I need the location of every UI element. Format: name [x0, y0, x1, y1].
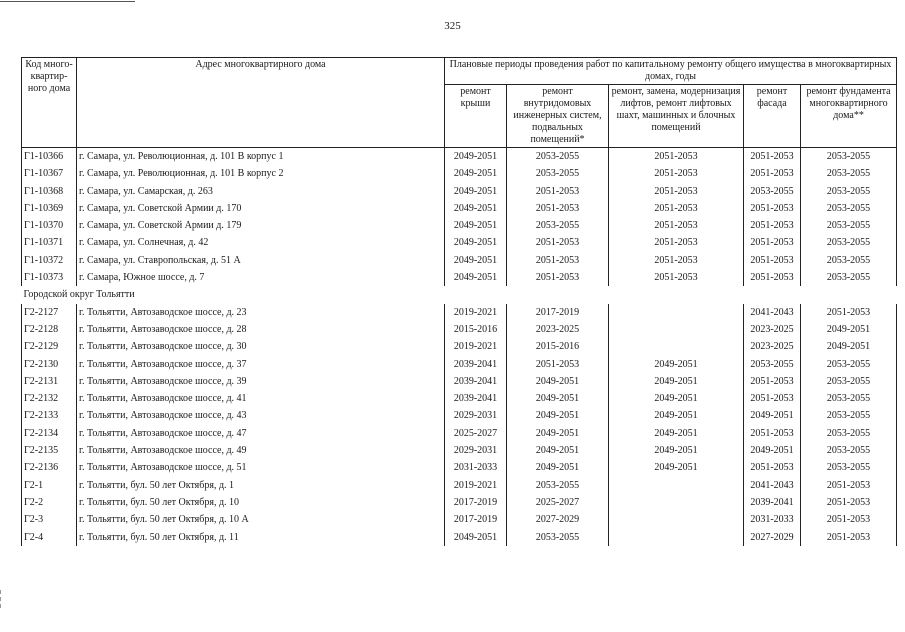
period-lifts [609, 304, 744, 321]
period-systems: 2051-2053 [507, 200, 609, 217]
period-lifts: 2051-2053 [609, 269, 744, 286]
period-foundation: 2051-2053 [801, 511, 897, 528]
house-code: Г1-10366 [22, 148, 77, 166]
table-row [22, 252, 897, 269]
period-roof: 2029-2031 [445, 407, 507, 424]
period-foundation: 2053-2055 [801, 148, 897, 166]
house-address: г. Тольятти, Автозаводское шоссе, д. 41 [77, 390, 445, 407]
house-code: Г2-2129 [22, 338, 77, 355]
house-address: г. Самара, Южное шоссе, д. 7 [77, 269, 445, 286]
period-systems: 2015-2016 [507, 338, 609, 355]
period-lifts: 2051-2053 [609, 148, 744, 166]
period-foundation: 2053-2055 [801, 269, 897, 286]
period-systems: 2049-2051 [507, 425, 609, 442]
house-address: г. Самара, ул. Советской Армии д. 170 [77, 200, 445, 217]
repair-schedule-table [21, 57, 897, 546]
period-lifts [609, 511, 744, 528]
table-row [22, 304, 897, 321]
period-facade: 2041-2043 [744, 477, 801, 494]
house-code: Г1-10371 [22, 234, 77, 251]
period-lifts: 2049-2051 [609, 373, 744, 390]
table-row [22, 494, 897, 511]
period-systems: 2053-2055 [507, 477, 609, 494]
period-systems: 2017-2019 [507, 304, 609, 321]
header-code: Код много-квартир-ного дома [22, 58, 77, 148]
table-row [22, 442, 897, 459]
period-roof: 2039-2041 [445, 356, 507, 373]
period-facade: 2051-2053 [744, 252, 801, 269]
period-foundation: 2051-2053 [801, 477, 897, 494]
header-systems: ремонт внутридомовых инженерных систем, подвальных помещений* [507, 85, 609, 148]
house-code: Г2-2 [22, 494, 77, 511]
house-address: г. Тольятти, Автозаводское шоссе, д. 43 [77, 407, 445, 424]
period-lifts: 2049-2051 [609, 356, 744, 373]
period-foundation: 2053-2055 [801, 459, 897, 476]
house-code: Г2-2135 [22, 442, 77, 459]
house-code: Г2-4 [22, 529, 77, 546]
section-row [22, 286, 897, 303]
period-roof: 2019-2021 [445, 338, 507, 355]
period-roof: 2025-2027 [445, 425, 507, 442]
period-foundation: 2051-2053 [801, 304, 897, 321]
table-row [22, 165, 897, 182]
table-header [22, 58, 897, 148]
period-lifts: 2051-2053 [609, 183, 744, 200]
period-lifts: 2051-2053 [609, 165, 744, 182]
period-lifts: 2049-2051 [609, 390, 744, 407]
table-body [22, 148, 897, 546]
house-address: г. Тольятти, Автозаводское шоссе, д. 23 [77, 304, 445, 321]
table-row [22, 529, 897, 546]
period-foundation: 2053-2055 [801, 356, 897, 373]
house-address: г. Тольятти, бул. 50 лет Октября, д. 10 [77, 494, 445, 511]
house-address: г. Тольятти, бул. 50 лет Октября, д. 11 [77, 529, 445, 546]
house-address: г. Тольятти, бул. 50 лет Октября, д. 1 [77, 477, 445, 494]
table-row [22, 148, 897, 166]
period-roof: 2049-2051 [445, 217, 507, 234]
house-code: Г1-10369 [22, 200, 77, 217]
table-row [22, 200, 897, 217]
house-code: Г1-10367 [22, 165, 77, 182]
period-facade: 2041-2043 [744, 304, 801, 321]
period-foundation: 2053-2055 [801, 390, 897, 407]
house-address: г. Тольятти, бул. 50 лет Октября, д. 10 А [77, 511, 445, 528]
house-code: Г2-1 [22, 477, 77, 494]
period-systems: 2027-2029 [507, 511, 609, 528]
period-facade: 2053-2055 [744, 356, 801, 373]
header-foundation: ремонт фундамента многоквартирного дома** [801, 85, 897, 148]
period-roof: 2049-2051 [445, 269, 507, 286]
house-code: Г1-10370 [22, 217, 77, 234]
period-roof: 2049-2051 [445, 148, 507, 166]
period-roof: 2049-2051 [445, 234, 507, 251]
period-roof: 2029-2031 [445, 442, 507, 459]
table-row [22, 183, 897, 200]
period-facade: 2031-2033 [744, 511, 801, 528]
house-address: г. Самара, ул. Советской Армии д. 179 [77, 217, 445, 234]
period-roof: 2049-2051 [445, 200, 507, 217]
table-row [22, 407, 897, 424]
period-facade: 2051-2053 [744, 390, 801, 407]
period-roof: 2039-2041 [445, 390, 507, 407]
period-foundation: 2053-2055 [801, 183, 897, 200]
period-lifts: 2049-2051 [609, 425, 744, 442]
house-address: г. Тольятти, Автозаводское шоссе, д. 28 [77, 321, 445, 338]
house-address: г. Самара, ул. Революционная, д. 101 В корпус 2 [77, 165, 445, 182]
period-roof: 2049-2051 [445, 183, 507, 200]
period-systems: 2053-2055 [507, 217, 609, 234]
house-code: Г2-2127 [22, 304, 77, 321]
period-lifts [609, 477, 744, 494]
period-systems: 2049-2051 [507, 390, 609, 407]
house-address: г. Самара, ул. Революционная, д. 101 В корпус 1 [77, 148, 445, 166]
period-roof: 2049-2051 [445, 165, 507, 182]
house-code: Г2-3 [22, 511, 77, 528]
period-systems: 2051-2053 [507, 269, 609, 286]
period-foundation: 2053-2055 [801, 425, 897, 442]
house-code: Г2-2130 [22, 356, 77, 373]
period-facade: 2051-2053 [744, 200, 801, 217]
table-row [22, 234, 897, 251]
house-address: г. Тольятти, Автозаводское шоссе, д. 30 [77, 338, 445, 355]
section-title: Городской округ Тольятти [23, 289, 135, 301]
period-roof: 2049-2051 [445, 529, 507, 546]
table-row [22, 338, 897, 355]
table-row [22, 269, 897, 286]
table-row [22, 459, 897, 476]
period-facade: 2053-2055 [744, 183, 801, 200]
period-systems: 2051-2053 [507, 252, 609, 269]
period-foundation: 2053-2055 [801, 373, 897, 390]
period-lifts [609, 494, 744, 511]
period-facade: 2049-2051 [744, 407, 801, 424]
period-lifts: 2049-2051 [609, 407, 744, 424]
period-foundation: 2051-2053 [801, 529, 897, 546]
period-lifts [609, 321, 744, 338]
house-code: Г1-10368 [22, 183, 77, 200]
period-foundation: 2053-2055 [801, 234, 897, 251]
period-foundation: 2053-2055 [801, 407, 897, 424]
house-code: Г2-2128 [22, 321, 77, 338]
period-facade: 2051-2053 [744, 373, 801, 390]
page-number: 325 [444, 20, 461, 32]
period-lifts: 2051-2053 [609, 234, 744, 251]
period-foundation: 2051-2053 [801, 494, 897, 511]
house-code: Г2-2134 [22, 425, 77, 442]
header-address: Адрес многоквартирного дома [77, 58, 445, 148]
period-foundation: 2053-2055 [801, 165, 897, 182]
table-row [22, 356, 897, 373]
period-systems: 2053-2055 [507, 165, 609, 182]
period-facade: 2051-2053 [744, 148, 801, 166]
table-row [22, 425, 897, 442]
header-periods: Плановые периоды проведения работ по капитальному ремонту общего имущества в многоквартирных домах, годы [445, 58, 897, 85]
table-row [22, 390, 897, 407]
house-code: Г2-2131 [22, 373, 77, 390]
house-address: г. Тольятти, Автозаводское шоссе, д. 49 [77, 442, 445, 459]
period-roof: 2017-2019 [445, 511, 507, 528]
period-facade: 2027-2029 [744, 529, 801, 546]
house-address: г. Самара, ул. Ставропольская, д. 51 А [77, 252, 445, 269]
period-lifts [609, 338, 744, 355]
period-foundation: 2053-2055 [801, 442, 897, 459]
house-address: г. Самара, ул. Самарская, д. 263 [77, 183, 445, 200]
scan-margin-mark [0, 590, 2, 620]
period-facade: 2051-2053 [744, 217, 801, 234]
period-systems: 2023-2025 [507, 321, 609, 338]
house-address: г. Тольятти, Автозаводское шоссе, д. 39 [77, 373, 445, 390]
period-facade: 2051-2053 [744, 165, 801, 182]
period-foundation: 2049-2051 [801, 321, 897, 338]
period-lifts: 2051-2053 [609, 200, 744, 217]
period-facade: 2051-2053 [744, 425, 801, 442]
period-lifts: 2049-2051 [609, 459, 744, 476]
period-roof: 2019-2021 [445, 477, 507, 494]
period-systems: 2051-2053 [507, 183, 609, 200]
period-facade: 2051-2053 [744, 234, 801, 251]
table-row [22, 321, 897, 338]
period-lifts: 2049-2051 [609, 442, 744, 459]
period-foundation: 2049-2051 [801, 338, 897, 355]
period-lifts: 2051-2053 [609, 252, 744, 269]
period-roof: 2017-2019 [445, 494, 507, 511]
house-code: Г2-2132 [22, 390, 77, 407]
table-row [22, 477, 897, 494]
table-row [22, 511, 897, 528]
period-foundation: 2053-2055 [801, 200, 897, 217]
period-foundation: 2053-2055 [801, 252, 897, 269]
period-facade: 2039-2041 [744, 494, 801, 511]
period-facade: 2049-2051 [744, 442, 801, 459]
scan-edge-mark [0, 1, 135, 2]
table-row [22, 373, 897, 390]
period-systems: 2049-2051 [507, 373, 609, 390]
period-roof: 2039-2041 [445, 373, 507, 390]
header-roof: ремонт крыши [445, 85, 507, 148]
period-systems: 2049-2051 [507, 407, 609, 424]
period-facade: 2051-2053 [744, 269, 801, 286]
period-facade: 2023-2025 [744, 321, 801, 338]
header-facade: ремонт фасада [744, 85, 801, 148]
period-facade: 2051-2053 [744, 459, 801, 476]
period-systems: 2053-2055 [507, 148, 609, 166]
period-systems: 2051-2053 [507, 234, 609, 251]
period-lifts: 2051-2053 [609, 217, 744, 234]
house-address: г. Тольятти, Автозаводское шоссе, д. 51 [77, 459, 445, 476]
period-systems: 2025-2027 [507, 494, 609, 511]
period-systems: 2049-2051 [507, 459, 609, 476]
period-roof: 2015-2016 [445, 321, 507, 338]
table-row [22, 217, 897, 234]
header-lifts: ремонт, замена, модернизация лифтов, ремонт лифтовых шахт, машинных и блочных помещений [609, 85, 744, 148]
period-systems: 2049-2051 [507, 442, 609, 459]
house-code: Г1-10373 [22, 269, 77, 286]
house-code: Г2-2133 [22, 407, 77, 424]
period-systems: 2053-2055 [507, 529, 609, 546]
house-code: Г2-2136 [22, 459, 77, 476]
house-address: г. Самара, ул. Солнечная, д. 42 [77, 234, 445, 251]
period-roof: 2019-2021 [445, 304, 507, 321]
period-lifts [609, 529, 744, 546]
period-roof: 2049-2051 [445, 252, 507, 269]
house-code: Г1-10372 [22, 252, 77, 269]
house-address: г. Тольятти, Автозаводское шоссе, д. 47 [77, 425, 445, 442]
period-facade: 2023-2025 [744, 338, 801, 355]
period-roof: 2031-2033 [445, 459, 507, 476]
period-foundation: 2053-2055 [801, 217, 897, 234]
period-systems: 2051-2053 [507, 356, 609, 373]
house-address: г. Тольятти, Автозаводское шоссе, д. 37 [77, 356, 445, 373]
